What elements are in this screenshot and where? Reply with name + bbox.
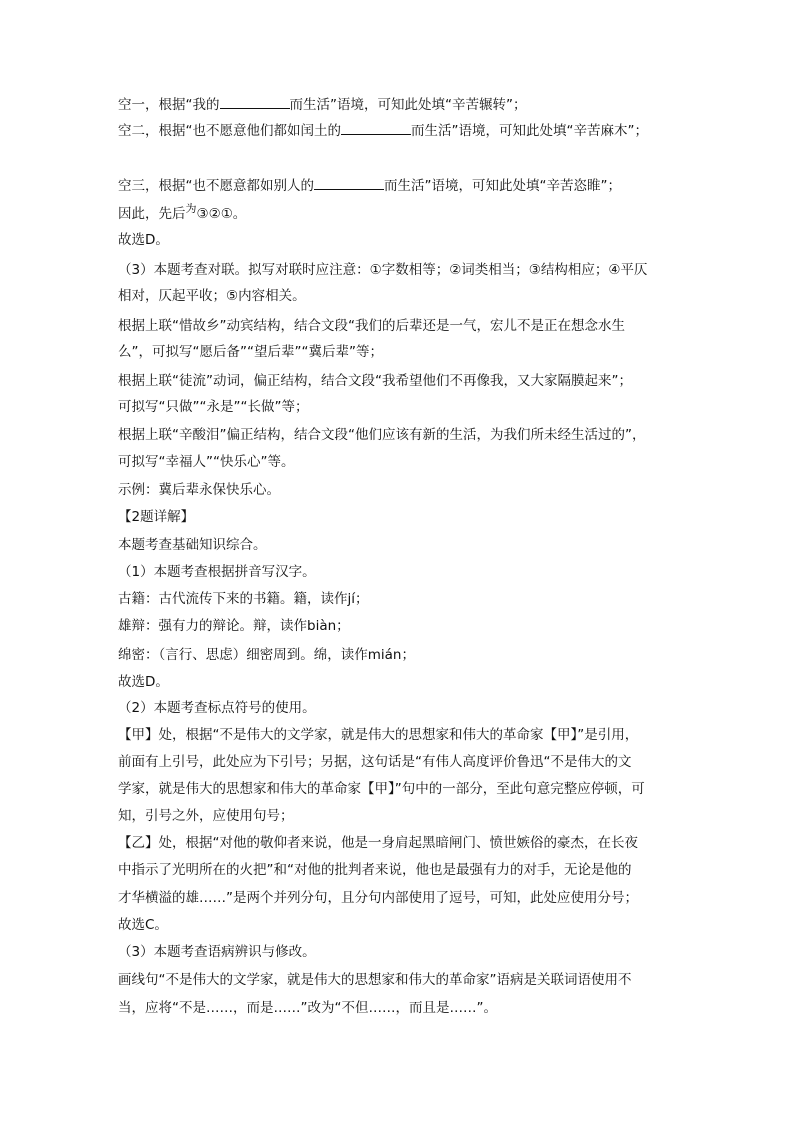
paragraph-line: 前面有上引号，此处应为下引号；另据，这句话是“有伟人高度评价鲁迅“不是伟大的文 [118, 754, 632, 770]
paragraph-line: （3）本题考查对联。拟写对联时应注意：①字数相等；②词类相当；③结构相应；④平仄 [118, 262, 648, 278]
section-heading: 【2题详解】 [118, 509, 195, 525]
text: ③②①。 [196, 206, 247, 222]
text: 空一，根据“我的 [118, 97, 220, 113]
paragraph-line: 根据上联“惜故乡”动宾结构，结合文段“我们的后辈还是一气，宏儿不是正在想念水生 [118, 318, 625, 334]
fill-blank [314, 177, 384, 190]
paragraph-line: 本题考查基础知识综合。 [118, 537, 267, 553]
paragraph-line: 根据上联“徒流”动词，偏正结构，结合文段“我希望他们不再像我，又大家隔膜起来”； [118, 373, 632, 389]
paragraph-line: 示例：冀后辈永保快乐心。 [118, 482, 280, 498]
paragraph-line: 画线句“不是伟大的文学家，就是伟大的思想家和伟大的革命家”语病是关联词语使用不 [118, 972, 632, 988]
blank-line-2 [118, 122, 648, 140]
paragraph-line: 可拟写“只做”“永是”“长做”等； [118, 399, 309, 415]
paragraph-line: 可拟写“幸福人”“快乐心”等。 [118, 454, 295, 470]
paragraph-line: 相对，仄起平收；⑤内容相关。 [118, 288, 306, 304]
paragraph-line: 么”，可拟写“愿后备”“望后辈”“冀后辈”等； [118, 344, 383, 360]
blank-line-1 [118, 96, 526, 114]
paragraph-line: 古籍：古代流传下来的书籍。籍，读作jí； [118, 591, 369, 607]
paragraph-line: 根据上联“辛酸泪”偏正结构，结合文段“他们应该有新的生活，为我们所未经生活过的”， [118, 427, 646, 443]
paragraph-line: 故选C。 [118, 917, 168, 933]
paragraph-line: 故选D。 [118, 674, 169, 690]
paragraph-line: （1）本题考查根据拼音写汉字。 [118, 564, 316, 580]
text: 而生活”语境，可知此处填“辛苦麻木”； [411, 123, 648, 139]
paragraph-line: 绵密：（言行、思虑）细密周到。绵，读作mián； [118, 647, 415, 663]
paragraph-line: 雄辩：强有力的辩论。辩，读作biàn； [118, 618, 350, 634]
paragraph-line: 中指示了光明所在的火把”和“对他的批判者来说，他也是最强有力的对手，无论是他的 [118, 862, 632, 878]
paragraph-line: 【甲】处，根据“不是伟大的文学家，就是伟大的思想家和伟大的革命家【甲】”是引用， [118, 727, 639, 743]
fill-blank [220, 96, 290, 109]
text: 空二，根据“也不愿意他们都如闰土的 [118, 123, 341, 139]
text: 而生活”语境，可知此处填“辛苦恣睢”； [384, 178, 621, 194]
order-line [118, 202, 247, 224]
text: 空三，根据“也不愿意都如别人的 [118, 178, 314, 194]
paragraph-line: （3）本题考查语病辨识与修改。 [118, 944, 316, 960]
text: 因此，先后 [118, 206, 186, 222]
paragraph-line: 故选D。 [118, 232, 169, 248]
paragraph-line: （2）本题考查标点符号的使用。 [118, 700, 316, 716]
text: 而生活”语境，可知此处填“辛苦辗转”； [289, 97, 527, 113]
paragraph-line: 【乙】处，根据“对他的敬仰者来说，他是一身肩起黑暗闸门、愤世嫉俗的豪杰，在长夜 [118, 835, 638, 851]
fill-blank [341, 122, 411, 135]
text: 为 [185, 202, 197, 215]
blank-line-3 [118, 177, 621, 195]
paragraph-line: 才华横溢的雄……”是两个并列分句，且分句内部使用了逗号，可知，此处应使用分号； [118, 890, 638, 906]
paragraph-line: 学家，就是伟大的思想家和伟大的革命家【甲】”句中的一部分，至此句意完整应停顿，可 [118, 781, 645, 797]
paragraph-line: 知，引号之外，应使用句号； [118, 808, 294, 824]
paragraph-line: 当，应将“不是……，而是……”改为“不但……，而且是……”。 [118, 1000, 497, 1016]
